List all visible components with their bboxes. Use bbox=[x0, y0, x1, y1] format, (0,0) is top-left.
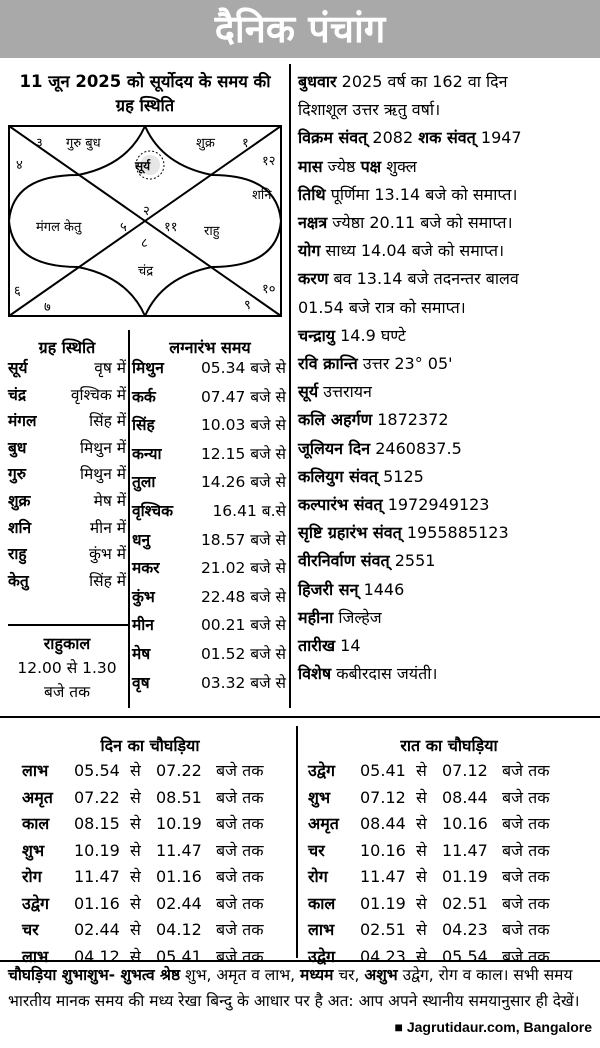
lagna-row bbox=[132, 530, 286, 550]
choghadiya-name: उद्वेग bbox=[308, 761, 335, 780]
choghadiya-to: 02.51 bbox=[442, 893, 488, 913]
planet-name: राहु bbox=[8, 545, 27, 564]
lagna-sign: मिथुन bbox=[132, 359, 164, 377]
choghadiya-se: से bbox=[130, 761, 141, 780]
choghadiya-se: से bbox=[416, 893, 427, 913]
choghadiya-row bbox=[308, 838, 562, 865]
choghadiya-from: 10.19 bbox=[74, 840, 120, 860]
house-12: १२ bbox=[262, 154, 276, 169]
planet-sign: कुंभ में bbox=[89, 545, 126, 564]
choghadiya-top-divider bbox=[0, 716, 600, 718]
info-label: महीना bbox=[298, 607, 334, 627]
choghadiya-to: 08.51 bbox=[156, 787, 202, 807]
choghadiya-row bbox=[308, 811, 562, 838]
mangal-ketu: मंगल केतु bbox=[36, 220, 82, 235]
planet-name: चंद्र bbox=[8, 385, 27, 404]
choghadiya-from: 01.16 bbox=[74, 893, 120, 913]
vertical-divider bbox=[289, 64, 291, 708]
info-label: हिजरी सन् bbox=[298, 579, 359, 599]
din-choghadiya-table bbox=[22, 758, 276, 970]
choghadiya-to: 07.22 bbox=[156, 761, 202, 780]
lagna-row bbox=[132, 644, 286, 664]
choghadiya-name: शुभ bbox=[308, 787, 331, 807]
info-row bbox=[298, 664, 437, 684]
choghadiya-tak: बजे तक bbox=[502, 946, 550, 966]
choghadiya-se: से bbox=[416, 946, 427, 966]
info-row bbox=[298, 157, 417, 177]
info-label: बुधवार bbox=[298, 72, 337, 91]
info-label: सूर्य bbox=[298, 382, 319, 402]
choghadiya-tak: बजे तक bbox=[216, 920, 264, 939]
info-label: कल्पारंभ संवत् bbox=[298, 495, 383, 514]
lagna-sign: कन्या bbox=[132, 444, 162, 463]
lagna-sign: मीन bbox=[132, 616, 154, 635]
info-label: तिथि bbox=[298, 184, 326, 204]
info-row bbox=[298, 580, 404, 600]
info-label: कलियुग संवत् bbox=[298, 466, 378, 486]
choghadiya-from: 11.47 bbox=[360, 867, 406, 886]
choghadiya-from: 08.15 bbox=[74, 814, 120, 833]
choghadiya-se: से bbox=[130, 814, 141, 833]
choghadiya-to: 01.19 bbox=[442, 867, 488, 886]
left-column-divider bbox=[128, 330, 130, 708]
footer-bold1: चौघड़िया शुभाशुभ- शुभत्व श्रेष्ठ bbox=[8, 966, 181, 984]
info-value: 2025 वर्ष का 162 वा दिन bbox=[341, 72, 508, 91]
info-value: दिशाशूल उत्तर ऋतु वर्षा। bbox=[298, 100, 441, 120]
info-row bbox=[298, 269, 519, 289]
lagna-time: 05.34 बजे से bbox=[200, 359, 286, 377]
choghadiya-tak: बजे तक bbox=[216, 787, 264, 807]
choghadiya-tak: बजे तक bbox=[216, 761, 264, 780]
choghadiya-se: से bbox=[130, 840, 141, 860]
choghadiya-tak: बजे तक bbox=[502, 840, 550, 860]
raat-choghadiya-table bbox=[308, 758, 562, 970]
lagna-time: 10.03 बजे से bbox=[200, 416, 286, 435]
choghadiya-se: से bbox=[416, 814, 427, 833]
info-row bbox=[298, 382, 372, 402]
info-row bbox=[298, 128, 522, 148]
choghadiya-from: 04.23 bbox=[360, 946, 406, 966]
planet-name: बुध bbox=[8, 438, 27, 457]
choghadiya-tak: बजे तक bbox=[216, 946, 264, 966]
rahukaal-heading: राहुकाल bbox=[43, 634, 91, 653]
lagna-sign: तुला bbox=[132, 473, 156, 492]
info-label: शक संवत् bbox=[418, 128, 476, 148]
info-label: जूलियन दिन bbox=[298, 438, 371, 458]
choghadiya-to: 04.12 bbox=[156, 920, 202, 939]
info-value: उत्तर 23° 05' bbox=[362, 354, 453, 373]
info-row bbox=[298, 467, 424, 487]
info-row bbox=[298, 326, 406, 346]
choghadiya-row bbox=[308, 864, 562, 891]
choghadiya-name: रोग bbox=[308, 867, 328, 886]
choghadiya-name: काल bbox=[22, 814, 50, 833]
info-value: 2551 bbox=[394, 551, 436, 571]
choghadiya-tak: बजे तक bbox=[216, 867, 264, 886]
rahukaal-tak: बजे तक bbox=[43, 683, 91, 701]
planet-name: सूर्य bbox=[8, 359, 28, 377]
choghadiya-to: 05.54 bbox=[442, 946, 488, 966]
lagna-sign: धनु bbox=[132, 530, 151, 549]
choghadiya-row bbox=[22, 864, 276, 891]
raat-choghadiya-heading: रात का चौघड़िया bbox=[400, 736, 498, 755]
grah-row bbox=[8, 411, 126, 431]
info-value: ज्येष्ठा 20.11 बजे को समाप्त। bbox=[332, 213, 513, 232]
grah-row bbox=[8, 491, 126, 511]
planet-sign: मीन में bbox=[89, 518, 126, 537]
info-value: 1947 bbox=[480, 128, 522, 148]
choghadiya-row bbox=[308, 891, 562, 918]
choghadiya-to: 05.41 bbox=[156, 946, 202, 966]
lagna-row bbox=[132, 387, 286, 407]
house-6: ६ bbox=[14, 284, 21, 299]
info-label: मास bbox=[298, 156, 323, 176]
lagna-time: 21.02 बजे से bbox=[200, 559, 286, 578]
choghadiya-to: 08.44 bbox=[442, 787, 488, 807]
grah-row bbox=[8, 518, 126, 538]
lagna-sign: वृश्चिक bbox=[132, 502, 173, 520]
lagna-time: 18.57 बजे से bbox=[200, 530, 286, 549]
info-row bbox=[298, 213, 513, 233]
info-row bbox=[298, 439, 462, 459]
choghadiya-name: अमृत bbox=[22, 787, 53, 807]
info-label: विक्रम संवत् bbox=[298, 128, 368, 148]
info-value: बव 13.14 बजे तदनन्तर बालव bbox=[333, 269, 519, 289]
lagna-row bbox=[132, 444, 286, 464]
choghadiya-from: 08.44 bbox=[360, 814, 406, 833]
lagna-row bbox=[132, 558, 286, 578]
footer-text3: उद्वेग, रोग व काल। सभी समय भारतीय मानक समय की मध्य रेखा बिन्दु के आधार पर है अत: आप अपने स्थानीय समयानुसार ही देखें। bbox=[8, 966, 580, 1010]
lagna-row bbox=[132, 615, 286, 635]
choghadiya-from: 05.41 bbox=[360, 761, 406, 780]
info-value: 2460837.5 bbox=[375, 438, 462, 458]
info-value: 1446 bbox=[363, 579, 405, 599]
footer-bold2: मध्यम bbox=[300, 966, 334, 984]
planet-name: शुक्र bbox=[8, 492, 31, 510]
lagna-row bbox=[132, 673, 286, 693]
choghadiya-row bbox=[308, 917, 562, 944]
lagna-row bbox=[132, 415, 286, 435]
shani: शनि bbox=[252, 188, 272, 203]
lagna-sign: मेष bbox=[132, 645, 151, 663]
choghadiya-se: से bbox=[130, 946, 141, 966]
sun-label: सूर्य bbox=[135, 159, 151, 173]
choghadiya-se: से bbox=[416, 761, 427, 780]
house-2: २ bbox=[143, 204, 150, 219]
choghadiya-to: 10.19 bbox=[156, 814, 202, 833]
choghadiya-from: 11.47 bbox=[74, 867, 120, 886]
house-10: १० bbox=[262, 282, 276, 297]
choghadiya-row bbox=[308, 785, 562, 812]
choghadiya-se: से bbox=[130, 867, 141, 886]
lagna-time: 07.47 बजे से bbox=[200, 387, 286, 406]
planet-sign: मिथुन में bbox=[80, 438, 126, 457]
info-row bbox=[298, 298, 466, 318]
planet-name: शनि bbox=[8, 518, 32, 537]
choghadiya-name: काल bbox=[308, 893, 336, 913]
info-row bbox=[298, 608, 382, 628]
grah-row bbox=[8, 438, 126, 458]
info-value: शुक्ल bbox=[386, 156, 417, 176]
choghadiya-tak: बजे तक bbox=[502, 867, 550, 886]
choghadiya-to: 02.44 bbox=[156, 893, 202, 913]
info-value: 1872372 bbox=[377, 410, 449, 430]
info-value: ज्येष्ठ bbox=[327, 156, 356, 176]
info-row bbox=[298, 410, 449, 430]
lagna-time: 00.21 बजे से bbox=[200, 616, 286, 635]
choghadiya-from: 02.44 bbox=[74, 920, 120, 939]
choghadiya-name: अमृत bbox=[308, 814, 339, 833]
choghadiya-tak: बजे तक bbox=[502, 814, 550, 833]
choghadiya-to: 04.23 bbox=[442, 920, 488, 939]
info-label: नक्षत्र bbox=[298, 213, 328, 232]
choghadiya-tak: बजे तक bbox=[216, 840, 264, 860]
info-label: पक्ष bbox=[360, 156, 382, 176]
chandra: चंद्र bbox=[138, 264, 154, 279]
choghadiya-tak: बजे तक bbox=[502, 761, 550, 780]
choghadiya-from: 07.12 bbox=[360, 787, 406, 807]
grah-row bbox=[8, 571, 126, 591]
lagna-sign: मकर bbox=[132, 559, 160, 578]
lagna-time: 16.41 ब.से bbox=[212, 502, 286, 520]
info-label: योग bbox=[298, 241, 321, 261]
info-value: 2082 bbox=[372, 128, 414, 148]
info-row bbox=[298, 523, 509, 543]
house-5: ५ bbox=[120, 220, 127, 235]
choghadiya-se: से bbox=[416, 787, 427, 807]
grah-sthiti-heading: ग्रह स्थिति bbox=[38, 338, 96, 357]
choghadiya-name: चर bbox=[308, 840, 325, 860]
choghadiya-from: 02.51 bbox=[360, 920, 406, 939]
choghadiya-row bbox=[308, 758, 562, 785]
choghadiya-se: से bbox=[416, 920, 427, 939]
info-label: वीरनिर्वाण संवत् bbox=[298, 551, 390, 571]
shukra: शुक्र bbox=[196, 136, 215, 151]
grah-row bbox=[8, 464, 126, 484]
info-row bbox=[298, 636, 361, 656]
choghadiya-from: 07.22 bbox=[74, 787, 120, 807]
choghadiya-name: चर bbox=[22, 920, 39, 939]
info-label: तारीख bbox=[298, 636, 336, 655]
choghadiya-name: रोग bbox=[22, 867, 42, 886]
choghadiya-from: 01.19 bbox=[360, 893, 406, 913]
planet-name: गुरु bbox=[8, 465, 26, 484]
info-value: साध्य 14.04 बजे को समाप्त। bbox=[325, 241, 505, 261]
planet-sign: मिथुन में bbox=[80, 465, 126, 484]
grah-row bbox=[8, 544, 126, 564]
lagna-row bbox=[132, 472, 286, 492]
info-value: 1972949123 bbox=[387, 495, 490, 514]
info-value: जिल्हेज bbox=[338, 607, 382, 627]
planet-name: केतु bbox=[8, 571, 29, 590]
info-row bbox=[298, 551, 435, 571]
house-11: ११ bbox=[164, 220, 178, 235]
din-choghadiya-heading: दिन का चौघड़िया bbox=[100, 736, 200, 755]
house-7: ७ bbox=[44, 300, 51, 315]
info-value: 1955885123 bbox=[406, 523, 509, 543]
planet-sign: वृष में bbox=[94, 359, 126, 377]
info-value: उत्तरायन bbox=[323, 382, 372, 402]
grah-row bbox=[8, 358, 126, 378]
choghadiya-row bbox=[22, 917, 276, 944]
planet-name: मंगल bbox=[8, 412, 37, 431]
choghadiya-se: से bbox=[416, 867, 427, 886]
planet-sign: सिंह में bbox=[89, 412, 126, 431]
guru-budh: गुरु बुध bbox=[66, 136, 101, 151]
info-row bbox=[298, 495, 489, 515]
info-value: 14 bbox=[340, 636, 361, 655]
footer-bold3: अशुभ bbox=[364, 966, 398, 984]
lagna-row bbox=[132, 587, 286, 607]
lagna-sign: सिंह bbox=[132, 416, 155, 435]
lagna-time: 12.15 बजे से bbox=[200, 444, 286, 463]
planet-sign: मेष में bbox=[93, 492, 126, 510]
choghadiya-tak: बजे तक bbox=[502, 893, 550, 913]
info-label: सृष्टि ग्रहारंभ संवत् bbox=[298, 523, 402, 543]
choghadiya-name: लाभ bbox=[308, 920, 335, 939]
choghadiya-tak: बजे तक bbox=[216, 814, 264, 833]
info-value: कबीरदास जयंती। bbox=[336, 664, 438, 684]
choghadiya-se: से bbox=[416, 840, 427, 860]
info-value: 5125 bbox=[383, 466, 424, 486]
choghadiya-se: से bbox=[130, 893, 141, 913]
info-row bbox=[298, 72, 507, 92]
info-row bbox=[298, 354, 453, 374]
choghadiya-from: 04.12 bbox=[74, 946, 120, 966]
choghadiya-row bbox=[22, 811, 276, 838]
info-value: 01.54 बजे रात्र को समाप्त। bbox=[298, 297, 466, 317]
footer-note bbox=[8, 962, 592, 1040]
choghadiya-from: 05.54 bbox=[74, 761, 120, 780]
info-label: चन्द्रायु bbox=[298, 325, 336, 345]
info-row bbox=[298, 185, 517, 205]
choghadiya-name: लाभ bbox=[22, 946, 49, 966]
choghadiya-to: 01.16 bbox=[156, 867, 202, 886]
info-row bbox=[298, 241, 504, 261]
choghadiya-name: शुभ bbox=[22, 840, 45, 860]
info-label: रवि क्रान्ति bbox=[298, 354, 358, 373]
kundli-chart bbox=[8, 125, 282, 317]
grah-row bbox=[8, 385, 126, 405]
info-value: 14.9 घण्टे bbox=[340, 325, 406, 345]
choghadiya-row bbox=[22, 785, 276, 812]
house-9: ९ bbox=[244, 298, 251, 313]
graha-title: 11 जून 2025 को सूर्योदय के समय की ग्रह स्थिति bbox=[19, 72, 271, 115]
lagna-time: 22.48 बजे से bbox=[200, 587, 286, 606]
house-8: ८ bbox=[141, 236, 148, 251]
choghadiya-row bbox=[22, 891, 276, 918]
choghadiya-to: 11.47 bbox=[442, 840, 488, 860]
rahu: राहु bbox=[204, 224, 220, 239]
choghadiya-to: 11.47 bbox=[156, 840, 202, 860]
lagna-sign: कर्क bbox=[132, 387, 156, 406]
footer-text2: चर, bbox=[338, 966, 360, 984]
choghadiya-from: 10.16 bbox=[360, 840, 406, 860]
choghadiya-tak: बजे तक bbox=[216, 893, 264, 913]
choghadiya-tak: बजे तक bbox=[502, 787, 550, 807]
house-1: १ bbox=[242, 136, 249, 151]
planet-sign: वृश्चिक में bbox=[70, 385, 126, 404]
lagna-sign: वृष bbox=[132, 673, 150, 692]
info-value: पूर्णिमा 13.14 बजे को समाप्त। bbox=[330, 184, 518, 204]
lagna-heading: लग्नारंभ समय bbox=[169, 338, 251, 357]
lagna-sign: कुंभ bbox=[132, 587, 155, 606]
planet-sign: सिंह में bbox=[89, 571, 126, 590]
lagna-time: 03.32 बजे से bbox=[200, 673, 286, 692]
choghadiya-se: से bbox=[130, 920, 141, 939]
rahukaal-divider bbox=[8, 624, 128, 626]
choghadiya-row bbox=[22, 758, 276, 785]
choghadiya-row bbox=[22, 838, 276, 865]
lagna-time: 01.52 बजे से bbox=[200, 645, 286, 663]
info-label: कलि अहर्गण bbox=[298, 410, 373, 430]
choghadiya-to: 10.16 bbox=[442, 814, 488, 833]
house-4: ४ bbox=[16, 158, 23, 173]
footer-text1: शुभ, अमृत व लाभ, bbox=[185, 966, 296, 984]
lagna-row bbox=[132, 358, 286, 378]
info-row bbox=[298, 100, 440, 120]
lagna-time: 14.26 बजे से bbox=[200, 473, 286, 492]
house-3: ३ bbox=[36, 136, 43, 151]
brand-credit: ■ Jagrutidaur.com, Bangalore bbox=[394, 1019, 592, 1035]
choghadiya-tak: बजे तक bbox=[502, 920, 550, 939]
info-label: करण bbox=[298, 269, 329, 289]
rahukaal-time: 12.00 से 1.30 bbox=[17, 659, 117, 677]
info-label: विशेष bbox=[298, 664, 332, 684]
choghadiya-name: लाभ bbox=[22, 761, 49, 780]
choghadiya-se: से bbox=[130, 787, 141, 807]
choghadiya-name: उद्वेग bbox=[22, 893, 49, 913]
choghadiya-to: 07.12 bbox=[442, 761, 488, 780]
choghadiya-mid-divider bbox=[296, 726, 298, 958]
page-title: दैनिक पंचांग bbox=[0, 0, 600, 58]
lagna-row bbox=[132, 501, 286, 521]
choghadiya-name: उद्वेग bbox=[308, 946, 335, 966]
